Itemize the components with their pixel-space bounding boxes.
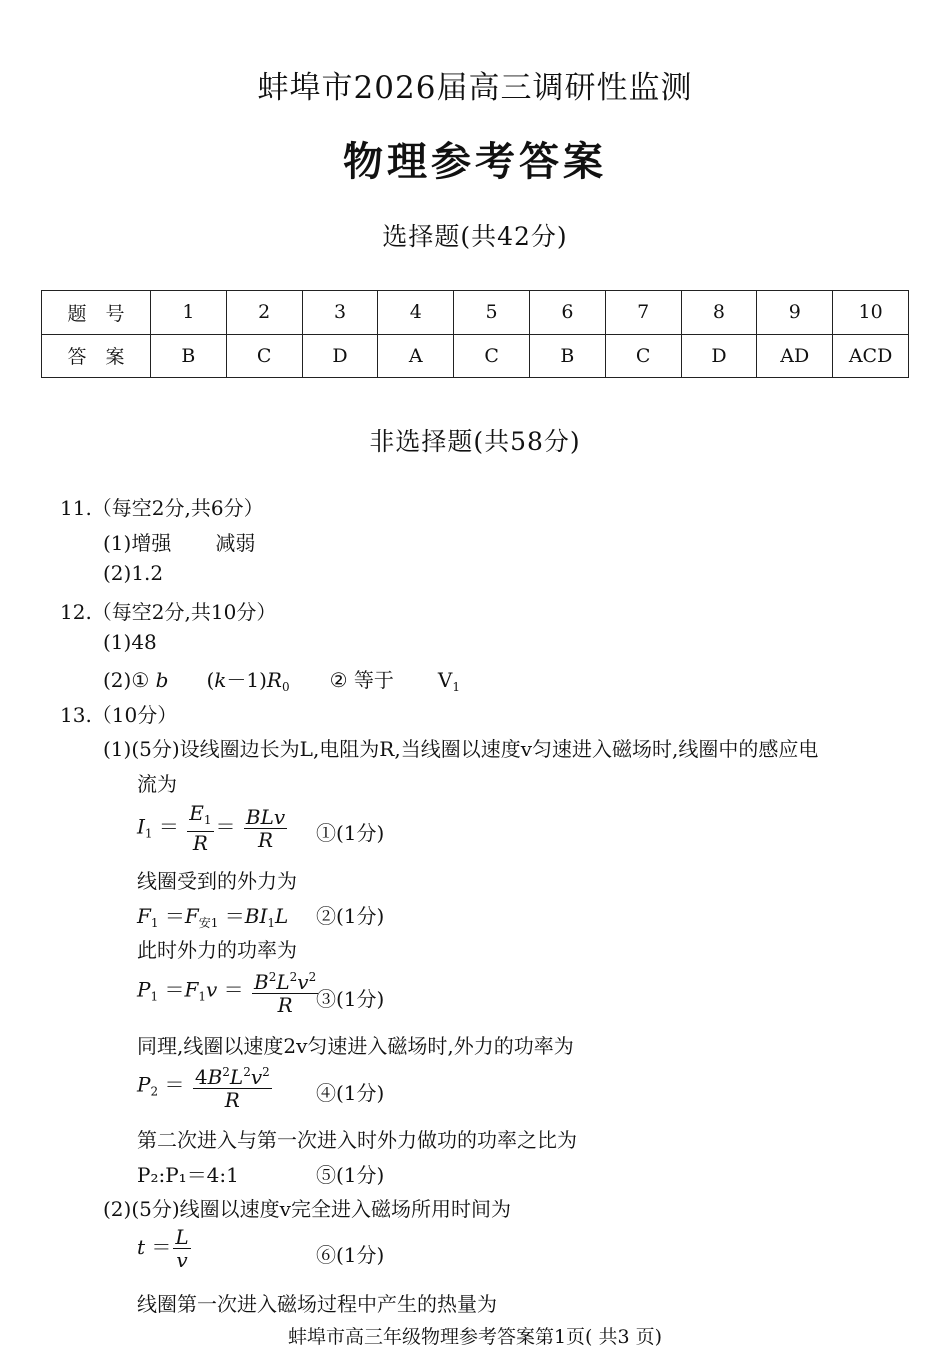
- equation-2-mark: ②(1分): [316, 904, 385, 928]
- q12-part2-label: (2)①: [103, 668, 156, 692]
- q11-answer-a: (1)增强: [103, 531, 172, 555]
- question-number: 6: [529, 291, 605, 335]
- equation-4-mark: ④(1分): [316, 1081, 385, 1105]
- q11-heading: 11.（每空2分,共6分）: [60, 496, 264, 520]
- equation-6-mark: ⑥(1分): [316, 1243, 385, 1267]
- equation-5: P₂:P₁＝4:1: [137, 1163, 239, 1187]
- equation-1-mark: ①(1分): [316, 821, 385, 845]
- q13-text-double-speed: 同理,线圈以速度2v匀速进入磁场时,外力的功率为: [137, 1034, 574, 1058]
- question-number-row: [42, 291, 909, 335]
- question-number: 5: [454, 291, 530, 335]
- q11-part1: [103, 527, 255, 556]
- q12-k: k: [214, 668, 227, 692]
- q12-paren: (: [206, 668, 215, 692]
- answer-cell: C: [226, 334, 302, 378]
- q13-part1-intro: (1)(5分)设线圈边长为L,电阻为R,当线圈以速度v匀速进入磁场时,线圈中的感应电: [103, 737, 819, 761]
- exam-title: 蚌埠市2026届高三调研性监测: [257, 70, 693, 106]
- q12-part2: [103, 664, 460, 694]
- question-number: 7: [605, 291, 681, 335]
- q12-v-sub: 1: [452, 680, 460, 694]
- equation-3: $P_1 =F_1v$ ＝ $\frac{B^2L^2v^2}{R}$: [137, 966, 320, 1016]
- answer-cell: B: [529, 334, 605, 378]
- equation-6: t ＝ $\frac{L}{v}$: [137, 1225, 189, 1272]
- page-footer: 蚌埠市高三年级物理参考答案第1页( 共3 页): [287, 1326, 663, 1348]
- q12-part1: (1)48: [103, 630, 157, 654]
- free-response-heading: 非选择题(共58分): [369, 427, 581, 456]
- q13-text-force: 线圈受到的外力为: [137, 869, 297, 893]
- q12-minus-one: －1): [226, 668, 267, 692]
- q12-r: R: [266, 668, 282, 692]
- equation-2: $F_1 =F_{安1} =BI_1L$: [137, 904, 289, 930]
- row-label-question: 题 号: [42, 291, 151, 335]
- question-number: 1: [151, 291, 227, 335]
- q12-answer-b: b: [155, 668, 169, 692]
- equation-4: $P_2$ ＝ $\frac{4B^2L^2v^2}{R}$: [137, 1061, 274, 1111]
- document-title: 物理参考答案: [343, 138, 607, 185]
- q12-answer-equal: ② 等于: [329, 668, 394, 692]
- answer-table: [41, 290, 909, 378]
- question-number: 9: [757, 291, 833, 335]
- equation-3-mark: ③(1分): [316, 987, 385, 1011]
- question-number: 8: [681, 291, 757, 335]
- q13-heading: 13.（10分）: [60, 703, 178, 727]
- question-number: 2: [226, 291, 302, 335]
- answer-cell: C: [605, 334, 681, 378]
- q13-text-ratio: 第二次进入与第一次进入时外力做功的功率之比为: [137, 1128, 577, 1152]
- question-number: 3: [302, 291, 378, 335]
- q12-heading: 12.（每空2分,共10分）: [60, 600, 277, 624]
- answer-cell: C: [454, 334, 530, 378]
- answer-cell: B: [151, 334, 227, 378]
- answer-cell: AD: [757, 334, 833, 378]
- answer-cell: ACD: [833, 334, 909, 378]
- question-number: 10: [833, 291, 909, 335]
- equation-5-mark: ⑤(1分): [316, 1163, 385, 1187]
- q13-part1-intro-cont: 流为: [137, 772, 177, 796]
- question-number: 4: [378, 291, 454, 335]
- equation-1: $I_1$ ＝ $\frac{E_1}{R}$ ＝ $\frac{\text{BLv}}{R}$: [137, 801, 286, 855]
- q11-answer-b: 减弱: [215, 531, 256, 555]
- q13-text-heat: 线圈第一次进入磁场过程中产生的热量为: [137, 1292, 497, 1316]
- q12-answer-v: V: [437, 668, 453, 692]
- answer-cell: D: [681, 334, 757, 378]
- multiple-choice-heading: 选择题(共42分): [382, 222, 568, 251]
- answer-cell: A: [378, 334, 454, 378]
- q13-text-power: 此时外力的功率为: [137, 938, 297, 962]
- q12-r-sub: 0: [281, 680, 290, 694]
- answer-cell: D: [302, 334, 378, 378]
- q13-part2-intro: (2)(5分)线圈以速度v完全进入磁场所用时间为: [103, 1197, 511, 1221]
- row-label-answer: 答 案: [42, 334, 151, 378]
- answer-row: [42, 334, 909, 378]
- q11-part2: (2)1.2: [103, 561, 164, 585]
